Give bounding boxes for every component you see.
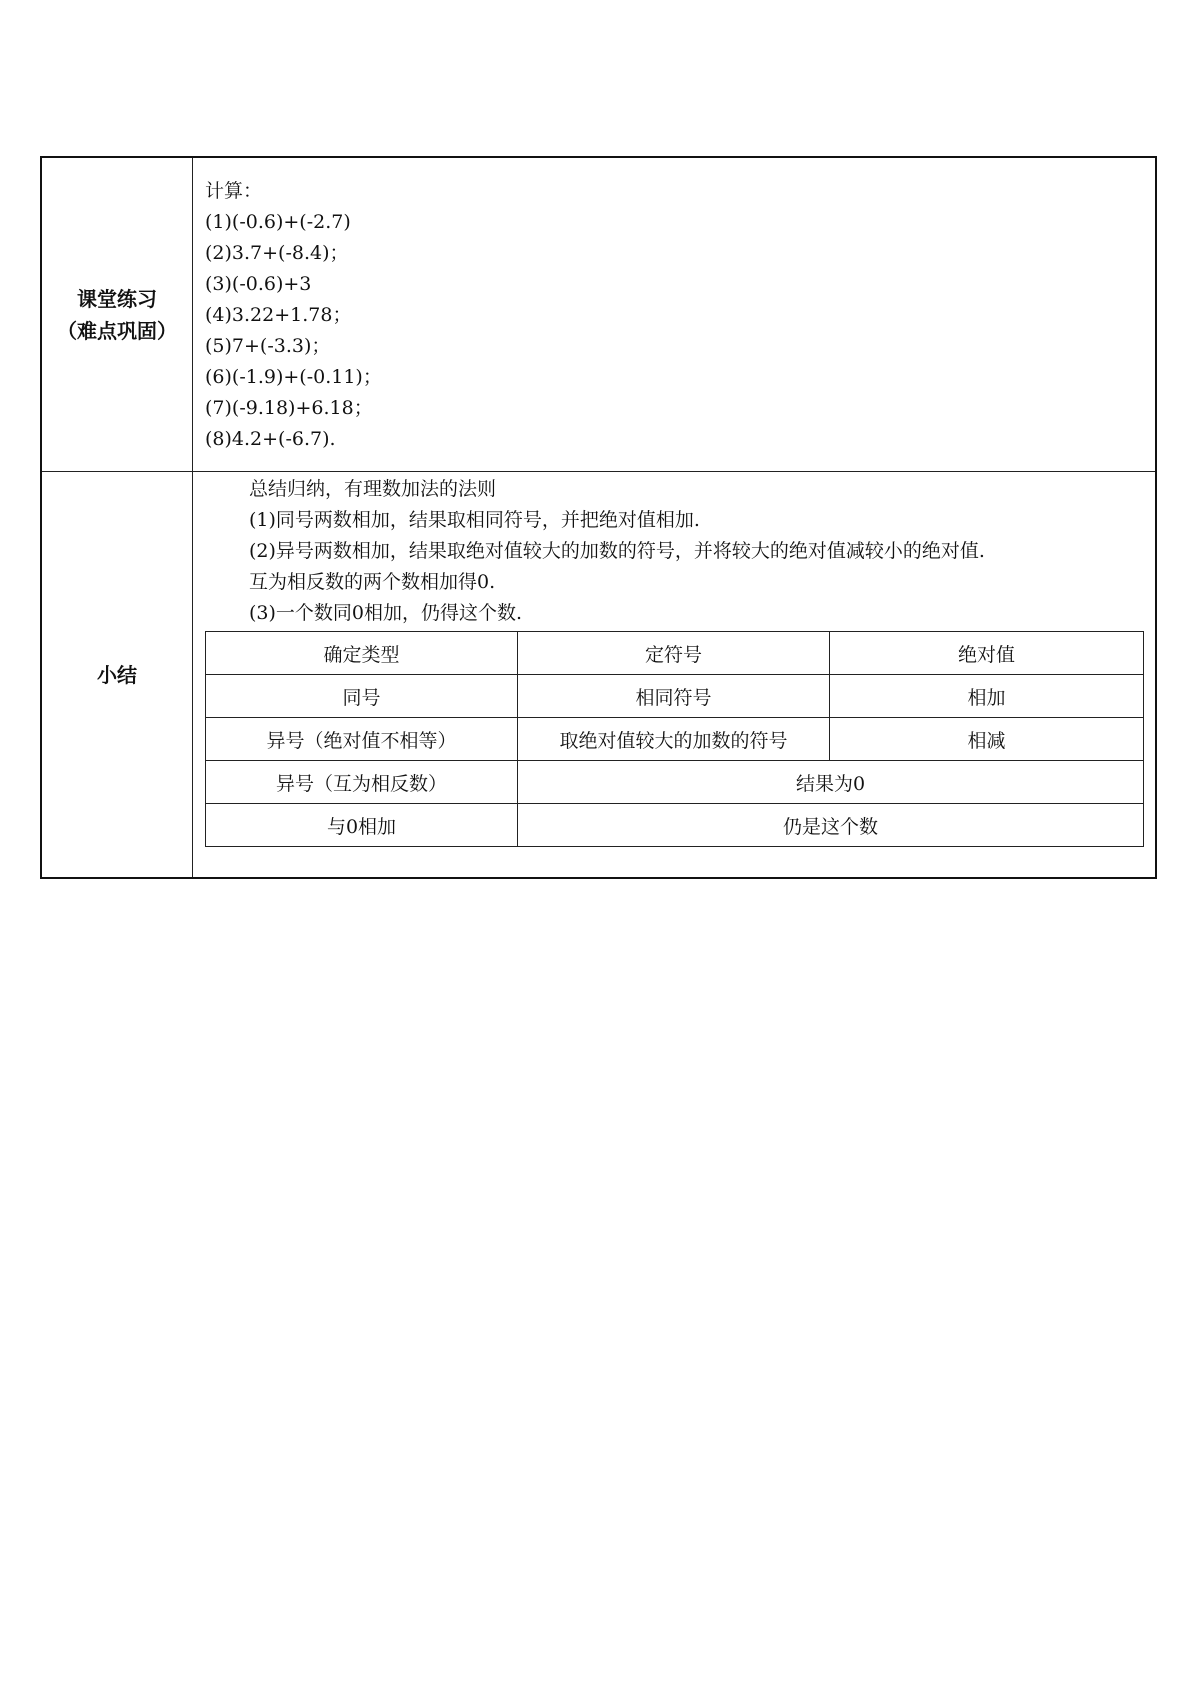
rules-row-add-zero — [206, 804, 1144, 847]
practice-intro: 计算： — [205, 180, 263, 202]
rules-row-same-sign — [206, 675, 1144, 718]
summary-line-4: 互为相反数的两个数相加得0. — [249, 571, 496, 593]
summary-line-3: (2)异号两数相加，结果取绝对值较大的加数的符号，并将较大的绝对值减较小的绝对值. — [249, 540, 985, 562]
header-sign: 定符号 — [518, 632, 830, 675]
summary-line-2: (1)同号两数相加，结果取相同符号，并把绝对值相加. — [249, 509, 700, 531]
practice-content-cell — [193, 157, 1157, 472]
practice-item-1: (1)(-0.6)+(-2.7) — [205, 211, 351, 233]
practice-content — [193, 158, 1155, 471]
practice-label-cell — [41, 157, 193, 472]
rules-header-row — [206, 632, 1144, 675]
practice-item-8: (8)4.2+(-6.7). — [205, 428, 336, 450]
summary-line-1: 总结归纳，有理数加法的法则 — [249, 478, 497, 500]
cell-type: 与0相加 — [206, 804, 518, 847]
practice-item-7: (7)(-9.18)+6.18； — [205, 397, 373, 419]
cell-result: 结果为0 — [518, 761, 1144, 804]
rules-row-different-sign — [206, 718, 1144, 761]
summary-label: 小结 — [97, 662, 137, 687]
cell-type: 异号（绝对值不相等） — [206, 718, 518, 761]
summary-content-cell — [193, 472, 1157, 879]
summary-line-5: (3)一个数同0相加，仍得这个数. — [249, 602, 523, 624]
practice-item-4: (4)3.22+1.78； — [205, 304, 352, 326]
practice-item-2: (2)3.7+(-8.4)； — [205, 242, 349, 264]
practice-item-6: (6)(-1.9)+(-0.11)； — [205, 366, 382, 388]
practice-item-5: (5)7+(-3.3)； — [205, 335, 331, 357]
cell-absolute-value: 相减 — [830, 718, 1144, 761]
summary-label-cell — [41, 472, 193, 879]
practice-item-3: (3)(-0.6)+3 — [205, 273, 312, 295]
header-absolute-value: 绝对值 — [830, 632, 1144, 675]
rules-table — [205, 631, 1144, 847]
summary-content — [193, 472, 1155, 877]
cell-type: 异号（互为相反数） — [206, 761, 518, 804]
cell-absolute-value: 相加 — [830, 675, 1144, 718]
cell-type: 同号 — [206, 675, 518, 718]
lesson-table — [40, 156, 1157, 879]
rules-row-opposites — [206, 761, 1144, 804]
header-type: 确定类型 — [206, 632, 518, 675]
cell-sign: 相同符号 — [518, 675, 830, 718]
practice-label-line1: 课堂练习 — [77, 286, 157, 311]
cell-result: 仍是这个数 — [518, 804, 1144, 847]
cell-sign: 取绝对值较大的加数的符号 — [518, 718, 830, 761]
practice-row — [41, 157, 1156, 472]
summary-row — [41, 472, 1156, 879]
practice-label-line2: （难点巩固） — [57, 318, 177, 343]
